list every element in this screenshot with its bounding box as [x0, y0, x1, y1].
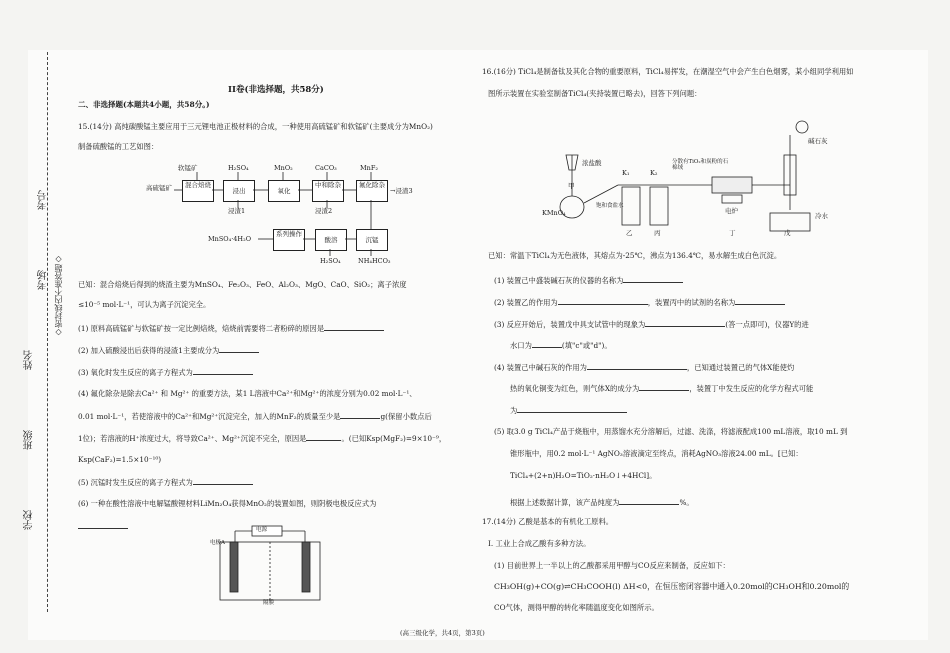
q16-part5c: TiCl₄+(2+n)H₂O=TiO₂·nH₂O↓+4HCl]。	[510, 471, 657, 480]
mno2-label: MnO₂	[274, 164, 293, 172]
q16-part5d: 根据上述数据计算，该产品纯度为 %。	[510, 498, 694, 507]
label-brine: 饱和食盐水	[596, 203, 624, 209]
section-subtitle: 二、非选择题(本题共4小题，共58分。)	[78, 100, 210, 109]
q16-stem-2: 图所示装置在实验室制备TiCl₄(夹持装置已略去)，回答下列问题：	[488, 89, 702, 98]
label-soda: 碱石灰	[808, 137, 828, 145]
electrode-a-label: 电极A	[210, 540, 225, 546]
q16-part1: (1) 装置己中盛装碱石灰的仪器的名称为	[494, 275, 683, 287]
q16-part5b: 锥形瓶中，用0.2 mol·L⁻¹ AgNO₃溶液滴定至终点，消耗AgNO₃溶液24.00 mL。[已知：	[510, 449, 803, 458]
q15-part3: (3) 氧化时发生反应的离子方程式为	[78, 367, 253, 379]
h2so4b-label: H₂SO₄	[320, 257, 341, 265]
caco3-label: CaCO₃	[315, 164, 337, 172]
seat-label: 考号	[38, 190, 49, 210]
q17-part-i: I. 工业上合成乙酸有多种方法。	[488, 539, 591, 548]
q15-part4-1: (4) 氟化除杂是除去Ca²⁺ 和 Mg²⁺ 的重要方法，某1 L溶液中Ca²⁺和Mg²⁺的浓度分别为0.02 mol·L⁻¹、	[78, 389, 417, 398]
h2so4-label: H₂SO₄	[228, 164, 249, 172]
q15-part4-3: 1位)；若溶液的H⁺浓度过大，将导致Ca²⁺、Mg²⁺沉淀不完全，原因是 。(已知Ksp(MgF₂)=9×10⁻⁹，	[78, 434, 447, 443]
label-k2: K₂	[650, 169, 658, 177]
class-label: 班级	[24, 430, 35, 450]
label-wu: 戊	[784, 229, 791, 237]
known-2: ≤10⁻⁵ mol·L⁻¹，可认为离子沉淀完全。	[78, 300, 211, 309]
q16-part3: (3) 反应开始后，装置戊中具支试管中的现象为 (答一点即可)，仪器Y的进	[494, 320, 809, 329]
neutral-box: 中和除杂	[312, 180, 344, 202]
flow-arrows	[78, 84, 463, 274]
membrane-label: 隔膜	[263, 600, 275, 606]
q15-part4-2: 0.01 mol·L⁻¹，若使溶液中的Ca²⁺和Mg²⁺沉淀完全，加入的MnF₂的质量至少是 g(保留小数点后	[78, 412, 432, 421]
q15-part5: (5) 沉锰时发生反应的离子方程式为	[78, 477, 253, 489]
mix-box: 混合焙烧	[182, 180, 214, 202]
q16-part2: (2) 装置乙的作用为 ，装置丙中的试剂的名称为	[494, 297, 785, 309]
apparatus-diagram	[522, 115, 882, 235]
label-tio2: 分散有TiO₂和炭粉的石棉绒	[672, 159, 729, 172]
q16-stem-1: 16.(16分) TiCl₄是制备钛及其化合物的重要原料，TiCl₄易挥发，在潮湿空气中会产生白色烟雾，某小组同学利用如	[482, 67, 854, 76]
soft-ore-label: 软锰矿	[178, 164, 198, 172]
q15-part6: (6) 一种在酸性溶液中电解锰酸锂材料LiMn₂O₄获得MnO₂的装置如图，则阴极电极反应式为	[78, 499, 377, 508]
label-ding: 丁	[729, 229, 736, 237]
power-label: 电源	[256, 527, 268, 533]
q16-known: 已知：常温下TiCl₄为无色液体，其熔点为-25℃，沸点为136.4℃，易水解生成白色沉淀。	[488, 251, 782, 260]
label-kmno4: KMnO₄	[542, 209, 566, 217]
precip-box: 沉锰	[356, 229, 388, 251]
q16-part5a: (5) 取3.0 g TiCl₄产品于烧瓶中，用蒸馏水充分溶解后，过滤、洗涤，将滤液配成100 mL溶液，取10 mL 到	[494, 427, 848, 436]
q15-part1: (1) 原料高硫锰矿与软锰矿按一定比例焙烧，焙烧前需要将二者粉碎的原因是	[78, 323, 384, 335]
q15-part2: (2) 加入硫酸浸出后获得的浸渣1主要成分为	[78, 345, 259, 357]
residue2-label: 浸渣2	[315, 207, 333, 215]
known-1: 已知：混合焙烧后得到的烧渣主要为MnSO₄、Fe₂O₃、FeO、Al₂O₃、MgO、CaO、SiO₂；离子浓度	[78, 280, 407, 289]
q15-stem-1: 15.(14分) 高纯碳酸锰主要应用于三元锂电池正极材料的合成，一种使用高硫锰矿和软锰矿(主要成分为MnO₂)	[78, 122, 433, 131]
residue1-label: 浸渣1	[228, 207, 246, 215]
label-yi: 乙	[626, 229, 633, 237]
nh4hco3-label: NH₄HCO₃	[358, 257, 391, 265]
q16-part4c: 为	[510, 405, 627, 417]
school-label: 学校	[24, 510, 35, 530]
q17-stem: 17.(14分) 乙酸是基本的有机化工原料。	[482, 517, 614, 526]
label-heater: 电炉	[725, 207, 738, 215]
leach-box: 浸出	[223, 180, 255, 202]
q16-part4: (4) 装置己中碱石灰的作用为 ，已知通过装置己的气体X能使灼	[494, 363, 795, 372]
q17-part2: CO气体，测得甲醇的转化率随温度变化如图所示。	[494, 603, 659, 612]
page-footer: (高三级化学，共4页，第3页)	[400, 629, 485, 637]
mnf2-label: MnF₂	[360, 164, 378, 172]
label-ice: 冷水	[815, 212, 828, 220]
ore-label: 高硫锰矿	[146, 184, 172, 192]
exam-room-label: 考场	[38, 270, 49, 290]
q15-stem-2: 制备硫酸锰的工艺如图：	[78, 142, 159, 151]
oxid-box: 氧化	[268, 180, 300, 202]
q17-equation: CH₃OH(g)+CO(g)⇌CH₃COOH(l) ΔH<0，在恒压密闭容器中通入0.20mol的CH₃OH和0.20mol的	[494, 582, 850, 591]
series-box: 系列操作	[273, 229, 305, 251]
label-bing: 丙	[654, 229, 661, 237]
section-title: II卷(非选择题，共58分)	[228, 85, 324, 95]
residue3-label: →浸渣3	[390, 187, 413, 195]
fluor-box: 氟化除杂	[356, 180, 388, 202]
acid-box: 酸溶	[315, 229, 347, 251]
q15-part6-blank	[78, 521, 128, 533]
seal-line	[47, 52, 48, 612]
q16-part4b: 热的氧化铜变为红色，则气体X的成分为 ，装置丁中发生反应的化学方程式可能	[510, 384, 814, 393]
label-k1: K₁	[622, 169, 630, 177]
label-hcl: 浓盐酸	[582, 159, 602, 167]
name-label: 姓名	[24, 350, 35, 370]
q15-part4-4: Ksp(CaF₂)=1.5×10⁻¹⁰)	[78, 455, 162, 464]
product-label: MnSO₄·4H₂O	[208, 235, 252, 243]
binding-strip	[0, 0, 70, 653]
q16-part3b: 水口为 (填"c"或"d")。	[510, 341, 612, 350]
electrolysis-cell	[210, 524, 330, 604]
no-answer-note: ◇密封线内不准答题◇	[54, 255, 63, 337]
q17-part1: (1) 目前世界上一半以上的乙酸都采用甲醇与CO反应来制备，反应如下：	[494, 561, 730, 570]
label-jia: 甲	[568, 182, 575, 190]
